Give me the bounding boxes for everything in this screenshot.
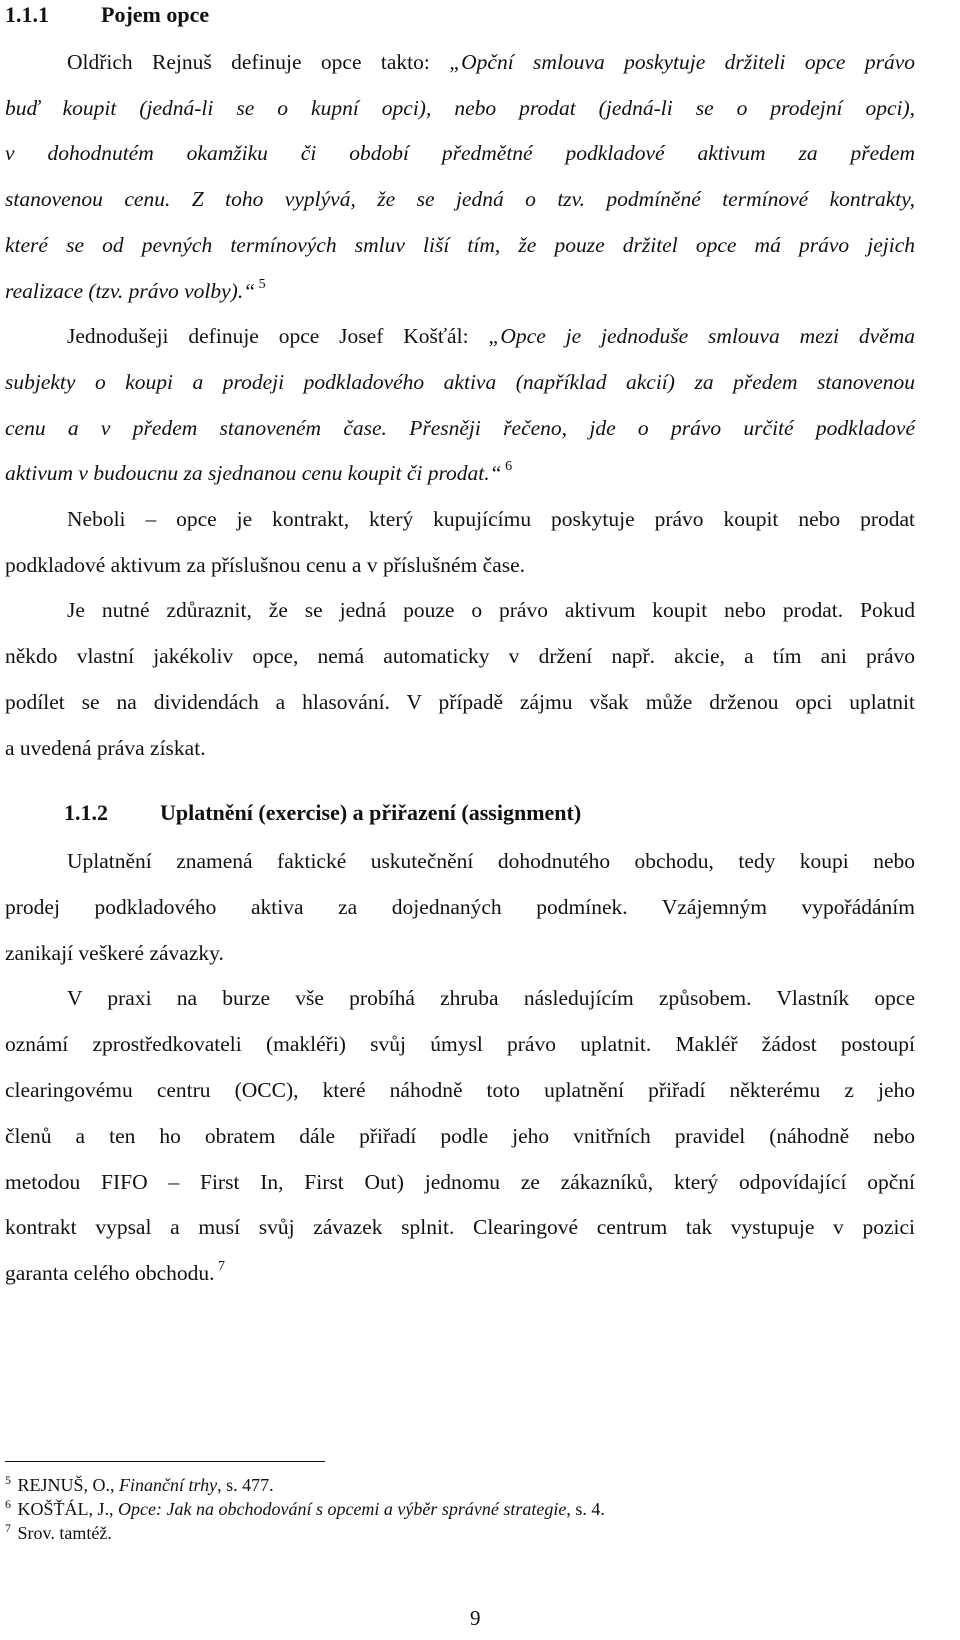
text-line bbox=[5, 48, 915, 76]
text-run: Neboli – opce je kontrakt, který kupujícímu poskytuje právo koupit nebo prodat bbox=[67, 507, 915, 531]
text-run: , s. 477. bbox=[217, 1475, 274, 1495]
footnote-number: 6 bbox=[5, 1497, 11, 1511]
text-line bbox=[5, 551, 915, 579]
text-run: stanovenou cenu. Z toho vyplývá, že se jedná o tzv. podmíněné termínové kontrakty, bbox=[5, 187, 915, 212]
text-line bbox=[5, 459, 915, 487]
text-run: Je nutné zdůraznit, že se jedná pouze o právo aktivum koupit nebo prodat. Pokud bbox=[67, 598, 915, 623]
text-line bbox=[5, 139, 915, 167]
text-line bbox=[5, 185, 915, 213]
text-run: prodej podkladového aktiva za dojednaných podmínek. Vzájemným vypořádáním bbox=[5, 894, 915, 919]
text-run: podílet se na dividendách a hlasování. V případě zájmu však může drženou opci uplatnit bbox=[5, 689, 915, 714]
footnote-separator bbox=[5, 1461, 325, 1462]
text-run: Opce: Jak na obchodování s opcemi a výběr správné strategie bbox=[118, 1499, 567, 1519]
text-line bbox=[5, 322, 915, 350]
text-run: které se od pevných termínových smluv liší tím, že pouze držitel opce má právo jejich bbox=[5, 232, 915, 257]
text-run: podkladové aktivum za příslušnou cenu a v příslušném čase. bbox=[5, 552, 526, 577]
text-run: KOŠŤÁL, J., bbox=[13, 1499, 119, 1519]
text-run: Uplatnění znamená faktické uskutečnění dohodnutého obchodu, tedy koupi nebo bbox=[67, 849, 915, 873]
text-run: V praxi na burze vše probíhá zhruba následujícím způsobem. Vlastník opce bbox=[67, 986, 915, 1011]
text-run: subjekty o koupi a prodeji podkladového aktiva (například akcií) za předem stanovenou bbox=[5, 369, 915, 394]
text-line bbox=[5, 277, 915, 305]
text-line bbox=[5, 939, 915, 967]
text-line bbox=[5, 1030, 915, 1058]
text-line bbox=[5, 1076, 915, 1104]
section-heading-1 bbox=[5, 2, 209, 28]
page-number: 9 bbox=[470, 1606, 481, 1630]
text-line bbox=[5, 688, 915, 716]
section-title: Pojem opce bbox=[101, 2, 210, 27]
footnote-number: 5 bbox=[5, 1473, 11, 1487]
text-line bbox=[5, 596, 915, 624]
text-line bbox=[5, 505, 915, 533]
text-run: REJNUŠ, O., bbox=[13, 1475, 120, 1495]
footnote-item bbox=[5, 1474, 274, 1498]
text-run: v dohodnutém okamžiku či období předmětné podkladové aktivum za předem bbox=[5, 141, 915, 166]
text-run: , s. 4. bbox=[566, 1499, 605, 1519]
text-run: buď koupit (jedná-li se o kupní opci), nebo prodat (jedná-li se o prodejní opci), bbox=[5, 95, 915, 120]
text-run: Jednodušeji definuje opce Josef Košťál: bbox=[67, 324, 489, 349]
text-run: aktivum v budoucnu za sjednanou cenu koupit či prodat.“ bbox=[5, 461, 502, 486]
text-run: „Opční smlouva poskytuje držiteli opce právo bbox=[449, 50, 915, 74]
text-line bbox=[5, 1122, 915, 1150]
text-run: realizace (tzv. právo volby).“ bbox=[5, 278, 256, 303]
text-run: cenu a v předem stanoveném čase. Přesněji řečeno, jde o právo určité podkladové bbox=[5, 415, 915, 440]
text-run: clearingovému centru (OCC), které náhodně toto uplatnění přiřadí některému z jeho bbox=[5, 1078, 915, 1102]
text-run: Finanční trhy bbox=[119, 1475, 218, 1495]
text-run: a uvedená práva získat. bbox=[5, 735, 206, 760]
text-run: garanta celého obchodu. bbox=[5, 1261, 215, 1286]
text-line bbox=[5, 1213, 915, 1241]
footnote-item bbox=[5, 1522, 112, 1546]
text-line bbox=[5, 984, 915, 1012]
section-heading-2 bbox=[64, 800, 581, 826]
footnote-ref: 5 bbox=[255, 276, 266, 292]
text-run: zanikají veškeré závazky. bbox=[5, 940, 224, 965]
text-line bbox=[5, 893, 915, 921]
text-run: metodou FIFO – First In, First Out) jednomu ze zákazníků, který odpovídající opční bbox=[5, 1169, 915, 1194]
text-line bbox=[5, 368, 915, 396]
text-run: kontrakt vypsal a musí svůj závazek splnit. Clearingové centrum tak vystupuje v pozici bbox=[5, 1215, 915, 1240]
text-line bbox=[5, 1259, 915, 1287]
section-title: Uplatnění (exercise) a přiřazení (assignment) bbox=[160, 800, 582, 825]
text-line bbox=[5, 642, 915, 670]
footnote-number: 7 bbox=[5, 1521, 11, 1535]
text-run: oznámí zprostředkovateli (makléři) svůj úmysl právo uplatnit. Makléř žádost postoupí bbox=[5, 1032, 915, 1057]
text-line bbox=[5, 94, 915, 122]
text-run: členů a ten ho obratem dále přiřadí podle jeho vnitřních pravidel (náhodně nebo bbox=[5, 1123, 915, 1148]
section-number: 1.1.1 bbox=[5, 2, 49, 27]
text-line bbox=[5, 1168, 915, 1196]
text-line bbox=[5, 414, 915, 442]
text-line bbox=[5, 847, 915, 875]
text-run: Srov. tamtéž. bbox=[13, 1523, 112, 1543]
text-line bbox=[5, 231, 915, 259]
text-run: Oldřich Rejnuš definuje opce takto: bbox=[67, 50, 450, 74]
section-number: 1.1.2 bbox=[64, 800, 108, 825]
footnote-item bbox=[5, 1498, 605, 1522]
footnote-ref: 6 bbox=[501, 459, 513, 475]
text-run: někdo vlastní jakékoliv opce, nemá automaticky v držení např. akcie, a tím ani právo bbox=[5, 644, 915, 669]
footnote-ref: 7 bbox=[214, 1259, 226, 1275]
text-line bbox=[5, 734, 915, 762]
text-run: „Opce je jednoduše smlouva mezi dvěma bbox=[488, 324, 915, 349]
